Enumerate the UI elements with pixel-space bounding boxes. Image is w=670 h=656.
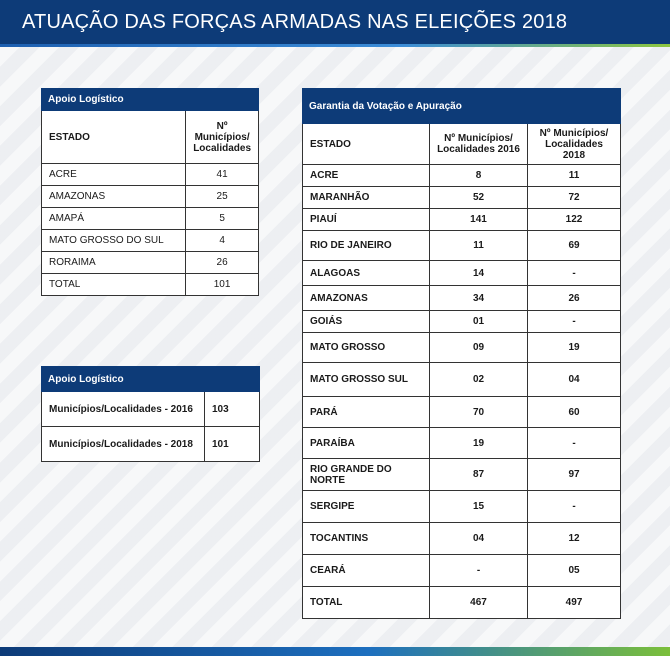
value-2018-cell: 69 bbox=[528, 231, 621, 261]
label-cell: Municípios/Localidades - 2016 bbox=[42, 392, 205, 427]
value-2016-cell: 14 bbox=[430, 261, 528, 286]
value-2016-cell: 70 bbox=[430, 397, 528, 428]
value-2016-cell: 52 bbox=[430, 187, 528, 209]
value-2018-cell: 60 bbox=[528, 397, 621, 428]
estado-cell: PIAUÍ bbox=[303, 209, 430, 231]
value-2016-cell: 04 bbox=[430, 523, 528, 555]
table-row bbox=[42, 164, 259, 186]
value-2018-cell: 97 bbox=[528, 459, 621, 491]
table-caption: Garantia da Votação e Apuração bbox=[303, 89, 621, 124]
estado-cell: PARÁ bbox=[303, 397, 430, 428]
value-2016-cell: 19 bbox=[430, 428, 528, 459]
column-header-2016: Nº Municípios/ Localidades 2016 bbox=[430, 124, 528, 165]
value-2018-cell: 04 bbox=[528, 363, 621, 397]
estado-cell: PARAÍBA bbox=[303, 428, 430, 459]
value-2018-cell: - bbox=[528, 428, 621, 459]
column-header-municipios: Nº Municípios/ Localidades bbox=[186, 111, 259, 164]
estado-cell: MARANHÃO bbox=[303, 187, 430, 209]
table-row bbox=[303, 165, 621, 187]
apoio-logistico-estados-table bbox=[41, 88, 259, 296]
value-2018-cell: 12 bbox=[528, 523, 621, 555]
value-cell: 101 bbox=[186, 274, 259, 296]
table-row bbox=[303, 187, 621, 209]
value-2016-cell: 34 bbox=[430, 286, 528, 311]
value-2018-cell: - bbox=[528, 261, 621, 286]
table-row bbox=[303, 555, 621, 587]
value-2016-cell: 87 bbox=[430, 459, 528, 491]
value-2016-cell: 11 bbox=[430, 231, 528, 261]
value-2016-cell: 02 bbox=[430, 363, 528, 397]
table-row bbox=[303, 587, 621, 619]
table-row bbox=[303, 286, 621, 311]
value-cell: 103 bbox=[205, 392, 260, 427]
estado-cell: TOTAL bbox=[42, 274, 186, 296]
footer-bar bbox=[0, 647, 670, 656]
value-2016-cell: 01 bbox=[430, 311, 528, 333]
value-2016-cell: 141 bbox=[430, 209, 528, 231]
table-row bbox=[303, 397, 621, 428]
table-row bbox=[303, 333, 621, 363]
value-2018-cell: 72 bbox=[528, 187, 621, 209]
estado-cell: GOIÁS bbox=[303, 311, 430, 333]
column-header-estado: ESTADO bbox=[303, 124, 430, 165]
page-header bbox=[0, 0, 670, 44]
value-cell: 5 bbox=[186, 208, 259, 230]
table-row bbox=[42, 274, 259, 296]
value-2018-cell: - bbox=[528, 491, 621, 523]
label-cell: Municípios/Localidades - 2018 bbox=[42, 427, 205, 462]
estado-cell: RIO GRANDE DO NORTE bbox=[303, 459, 430, 491]
column-header-2018: Nº Municípios/ Localidades 2018 bbox=[528, 124, 621, 165]
value-2016-cell: - bbox=[430, 555, 528, 587]
table-row bbox=[303, 363, 621, 397]
value-cell: 41 bbox=[186, 164, 259, 186]
estado-cell: CEARÁ bbox=[303, 555, 430, 587]
value-2018-cell: 05 bbox=[528, 555, 621, 587]
estado-cell: TOCANTINS bbox=[303, 523, 430, 555]
table-row bbox=[303, 261, 621, 286]
value-2018-cell: 26 bbox=[528, 286, 621, 311]
value-2018-cell: - bbox=[528, 311, 621, 333]
column-header-estado: ESTADO bbox=[42, 111, 186, 164]
estado-cell: TOTAL bbox=[303, 587, 430, 619]
page-title: ATUAÇÃO DAS FORÇAS ARMADAS NAS ELEIÇÕES 2018 bbox=[22, 11, 568, 33]
value-cell: 25 bbox=[186, 186, 259, 208]
value-2018-cell: 497 bbox=[528, 587, 621, 619]
estado-cell: MATO GROSSO SUL bbox=[303, 363, 430, 397]
table-row bbox=[42, 252, 259, 274]
value-2016-cell: 09 bbox=[430, 333, 528, 363]
table-row bbox=[42, 230, 259, 252]
estado-cell: MATO GROSSO bbox=[303, 333, 430, 363]
value-2018-cell: 11 bbox=[528, 165, 621, 187]
table-row bbox=[303, 459, 621, 491]
estado-cell: ACRE bbox=[303, 165, 430, 187]
estado-cell: MATO GROSSO DO SUL bbox=[42, 230, 186, 252]
value-2016-cell: 467 bbox=[430, 587, 528, 619]
estado-cell: RORAIMA bbox=[42, 252, 186, 274]
value-cell: 4 bbox=[186, 230, 259, 252]
estado-cell: AMAZONAS bbox=[303, 286, 430, 311]
estado-cell: SERGIPE bbox=[303, 491, 430, 523]
table-row bbox=[42, 186, 259, 208]
table-caption: Apoio Logístico bbox=[42, 89, 259, 111]
table-row bbox=[303, 209, 621, 231]
value-2016-cell: 15 bbox=[430, 491, 528, 523]
table-row bbox=[303, 311, 621, 333]
estado-cell: AMAPÁ bbox=[42, 208, 186, 230]
table-row bbox=[303, 231, 621, 261]
value-cell: 101 bbox=[205, 427, 260, 462]
header-stripe bbox=[0, 44, 670, 47]
estado-cell: AMAZONAS bbox=[42, 186, 186, 208]
value-2018-cell: 19 bbox=[528, 333, 621, 363]
table-row bbox=[303, 428, 621, 459]
estado-cell: RIO DE JANEIRO bbox=[303, 231, 430, 261]
table-row bbox=[42, 208, 259, 230]
table-row bbox=[42, 427, 260, 462]
table-row bbox=[42, 392, 260, 427]
table-row bbox=[303, 523, 621, 555]
value-2018-cell: 122 bbox=[528, 209, 621, 231]
value-cell: 26 bbox=[186, 252, 259, 274]
garantia-votacao-table bbox=[302, 88, 621, 619]
table-caption: Apoio Logístico bbox=[42, 367, 260, 392]
table-row bbox=[303, 491, 621, 523]
estado-cell: ALAGOAS bbox=[303, 261, 430, 286]
apoio-logistico-totais-table bbox=[41, 366, 260, 462]
value-2016-cell: 8 bbox=[430, 165, 528, 187]
estado-cell: ACRE bbox=[42, 164, 186, 186]
